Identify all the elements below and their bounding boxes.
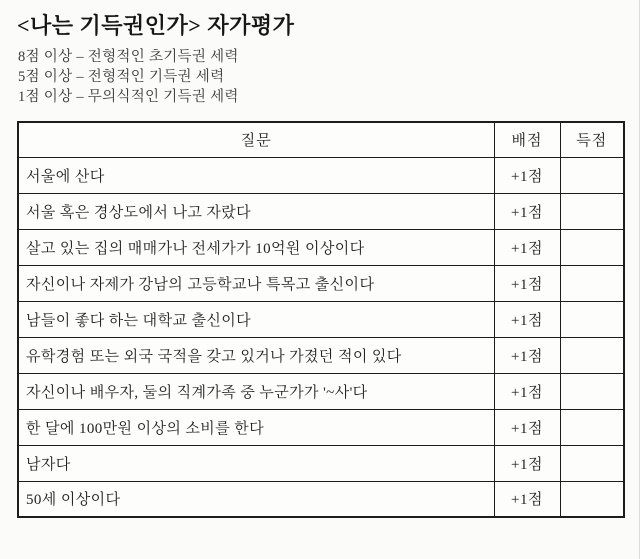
page-title: <나는 기득권인가> 자가평가 — [17, 13, 295, 38]
points-cell: +1점 — [494, 157, 560, 193]
table-row — [18, 445, 624, 481]
question-cell: 남들이 좋다 하는 대학교 출신이다 — [18, 301, 494, 337]
table-row — [18, 265, 624, 301]
question-cell: 한 달에 100만원 이상의 소비를 한다 — [18, 409, 494, 445]
header-row — [18, 122, 624, 157]
table-row — [18, 229, 624, 265]
points-cell: +1점 — [494, 337, 560, 373]
score-cell — [560, 265, 624, 301]
score-cell — [560, 157, 624, 193]
table-row — [18, 157, 624, 193]
question-cell: 50세 이상이다 — [18, 481, 494, 517]
question-cell: 자신이나 자제가 강남의 고등학교나 특목고 출신이다 — [18, 265, 494, 301]
score-legend — [0, 47, 639, 107]
score-cell — [560, 229, 624, 265]
points-cell: +1점 — [494, 481, 560, 517]
question-cell: 살고 있는 집의 매매가나 전세가가 10억원 이상이다 — [18, 229, 494, 265]
score-cell — [560, 301, 624, 337]
table-row — [18, 409, 624, 445]
question-cell: 남자다 — [18, 445, 494, 481]
question-cell: 자신이나 배우자, 둘의 직계가족 중 누군가가 '~사'다 — [18, 373, 494, 409]
legend-line-8points: 8점 이상 – 전형적인 초기득권 세력 — [18, 49, 239, 65]
score-cell — [560, 409, 624, 445]
score-cell — [560, 445, 624, 481]
legend-line-5points: 5점 이상 – 전형적인 기득권 세력 — [18, 69, 225, 85]
header-question: 질문 — [18, 122, 494, 157]
points-cell: +1점 — [494, 301, 560, 337]
score-cell — [560, 193, 624, 229]
score-cell — [560, 481, 624, 517]
legend-line-1point: 1점 이상 – 무의식적인 기득권 세력 — [18, 89, 239, 105]
points-cell: +1점 — [494, 445, 560, 481]
table-row — [18, 337, 624, 373]
header-points: 배점 — [494, 122, 560, 157]
points-cell: +1점 — [494, 265, 560, 301]
self-assessment-table — [17, 121, 625, 518]
question-cell: 서울에 산다 — [18, 157, 494, 193]
points-cell: +1점 — [494, 193, 560, 229]
question-cell: 서울 혹은 경상도에서 나고 자랐다 — [18, 193, 494, 229]
question-cell: 유학경험 또는 외국 국적을 갖고 있거나 가졌던 적이 있다 — [18, 337, 494, 373]
header-score: 득점 — [560, 122, 624, 157]
table-row — [18, 301, 624, 337]
points-cell: +1점 — [494, 409, 560, 445]
table-row — [18, 193, 624, 229]
points-cell: +1점 — [494, 373, 560, 409]
points-cell: +1점 — [494, 229, 560, 265]
table-row — [18, 373, 624, 409]
score-cell — [560, 373, 624, 409]
score-cell — [560, 337, 624, 373]
table-header — [18, 122, 624, 157]
table-row — [18, 481, 624, 517]
table-body — [18, 157, 624, 517]
